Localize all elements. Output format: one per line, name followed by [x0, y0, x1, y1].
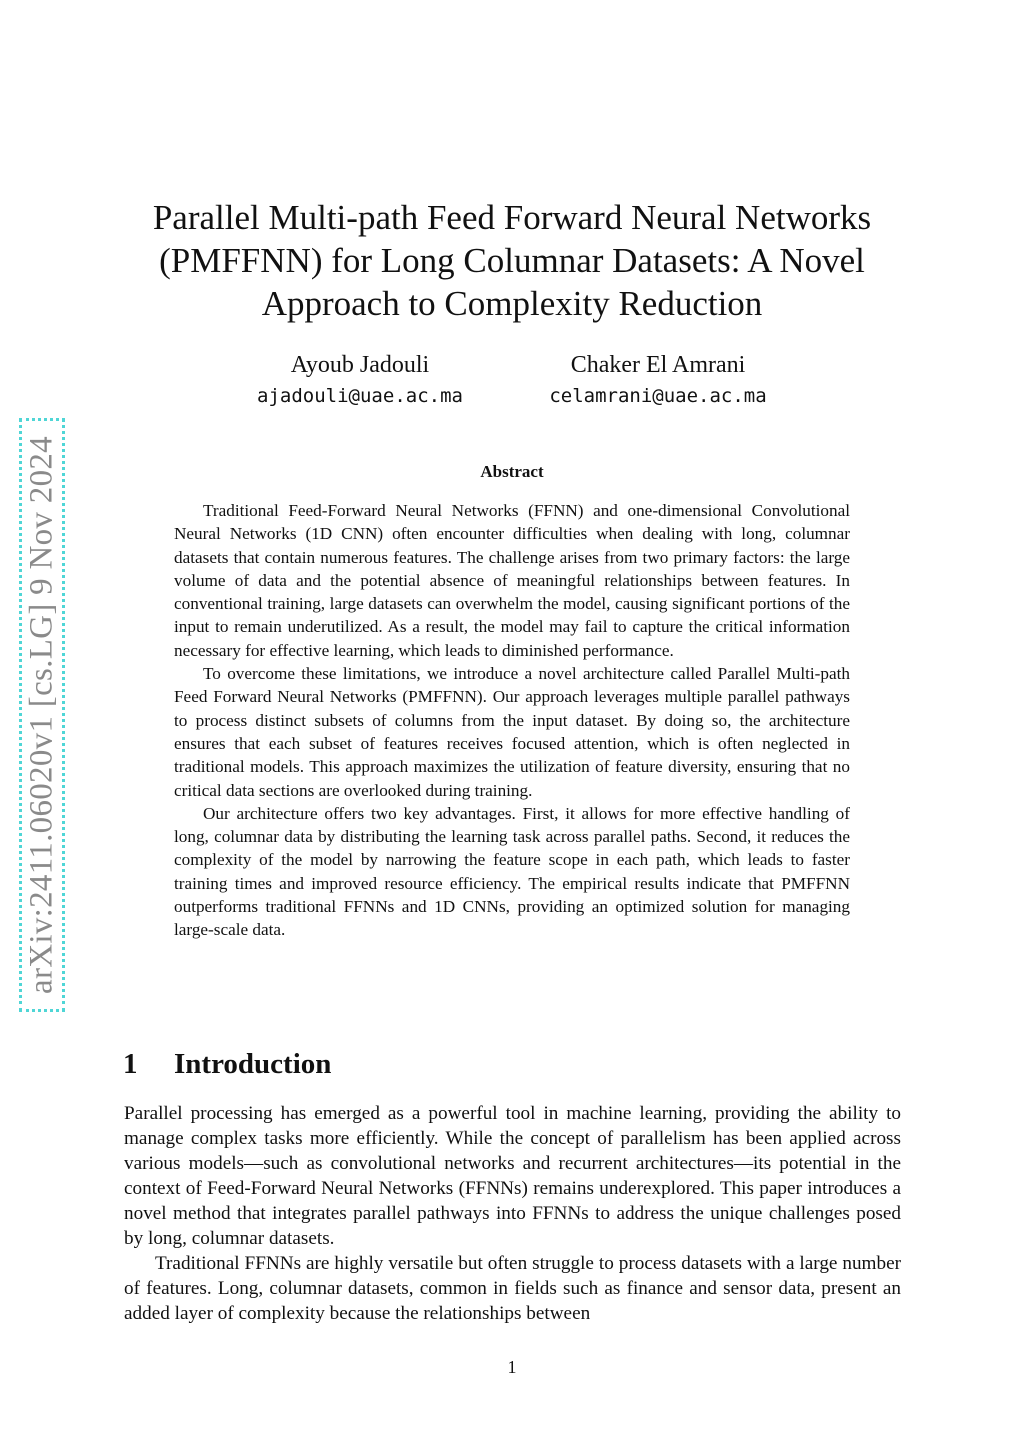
abstract-body [174, 499, 850, 942]
author-name: Ayoub Jadouli [290, 352, 430, 378]
body-paragraph: Traditional FFNNs are highly versatile but often struggle to process datasets with a large number of features. Long, columnar datasets, common in fields such as finance and sensor data, present an added layer of complexity because the relationships between [124, 1253, 901, 1324]
abstract-heading: Abstract [480, 462, 544, 481]
author-email: celamrani@uae.ac.ma [549, 385, 767, 407]
abstract-paragraph: Our architecture offers two key advantages. First, it allows for more effective handling of long, columnar data by distributing the learning task across parallel paths. Second, it reduces the complexity of the model by narrowing the feature scope in each path, which leads to faster training times and improved resource efficiency. The empirical results indicate that PMFFNN outperforms traditional FFNNs and 1D CNNs, providing an optimized solution for managing large-scale data. [174, 803, 850, 940]
abstract-paragraph: To overcome these limitations, we introduce a novel architecture called Parallel Multi-path Feed Forward Neural Networks (PMFFNN). Our approach leverages multiple parallel pathways to process distinct subsets of columns from the input dataset. By doing so, the architecture ensures that each subset of features receives focused attention, which is often neglected in traditional models. This approach maximizes the utilization of feature diversity, ensuring that no critical data sections are overlooked during training. [174, 664, 850, 800]
arxiv-identifier-text: arXiv:2411.06020v1 [cs.LG] 9 Nov 2024 [23, 436, 60, 994]
title-line: Parallel Multi-path Feed Forward Neural Networks [152, 198, 872, 237]
arxiv-identifier-stamp [19, 418, 65, 1012]
introduction-body [124, 1101, 901, 1326]
body-paragraph: Parallel processing has emerged as a powerful tool in machine learning, providing the ability to manage complex tasks more efficiently. While the concept of parallelism has been applied across various models—such as convolutional networks and recurrent architectures—its potential in the context of Feed-Forward Neural Networks (FFNNs) remains underexplored. This paper introduces a novel method that integrates parallel pathways into FFNNs to address the unique challenges posed by long, columnar datasets. [124, 1103, 901, 1249]
author-block [528, 350, 788, 412]
section-title: Introduction [174, 1048, 332, 1080]
paper-title [120, 196, 904, 325]
abstract-paragraph: Traditional Feed-Forward Neural Networks (FFNN) and one-dimensional Convolutional Neural Networks (1D CNN) often encounter difficulties when dealing with long, columnar datasets that contain numerous features. The challenge arises from two primary factors: the large volume of data and the potential absence of meaningful relationships between features. In conventional training, large datasets can overwhelm the model, causing significant portions of the input to remain underutilized. As a result, the model may fail to capture the critical information necessary for effective learning, which leads to diminished performance. [174, 501, 850, 660]
section-number: 1 [123, 1048, 138, 1080]
author-email: ajadouli@uae.ac.ma [257, 385, 463, 407]
author-name: Chaker El Amrani [570, 352, 746, 378]
title-line: Approach to Complexity Reduction [261, 284, 763, 323]
section-heading [123, 1046, 331, 1082]
title-line: (PMFFNN) for Long Columnar Datasets: A Novel [159, 241, 865, 280]
author-block [230, 350, 490, 412]
page-number: 1 [507, 1357, 517, 1377]
